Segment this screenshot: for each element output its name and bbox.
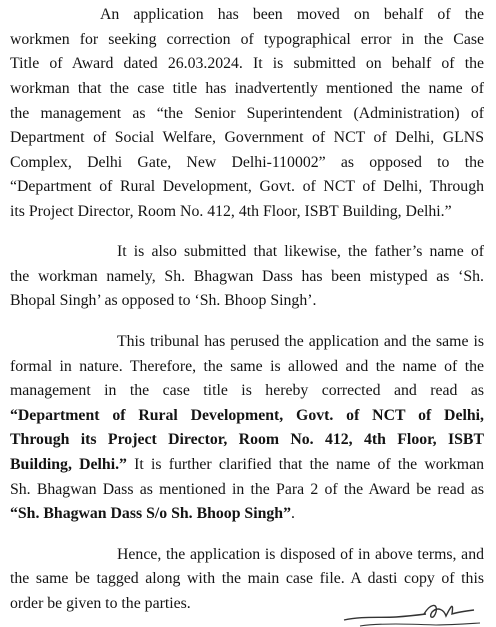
bold-text-segment: Building, Delhi.”	[10, 456, 127, 473]
text-line	[10, 28, 484, 52]
text-line	[10, 404, 484, 428]
text-segment: workmen for seeking correction of typographical error in the Case	[10, 31, 484, 48]
text-line	[10, 453, 484, 477]
text-segment: Department of Social Welfare, Government of NCT of Delhi, GLNS	[10, 129, 484, 146]
text-line	[10, 151, 484, 175]
text-segment: management in the case title is hereby corrected and read as	[10, 382, 484, 399]
text-segment: An application has been moved on behalf of the	[100, 6, 484, 23]
text-line	[10, 52, 484, 76]
text-line	[117, 240, 484, 264]
text-line	[10, 379, 484, 403]
text-segment: Title of Award dated 26.03.2024. It is submitted on behalf of the	[10, 55, 484, 72]
text-line	[10, 126, 484, 150]
text-line	[100, 3, 484, 27]
text-segment: “Department of Rural Development, Govt. of NCT of Delhi, Through	[10, 178, 484, 195]
text-line	[10, 428, 484, 452]
text-line	[10, 77, 484, 101]
text-line	[10, 200, 484, 224]
text-segment: Sh. Bhagwan Dass as mentioned in the Para 2 of the Award be read as	[10, 481, 484, 498]
signature	[340, 598, 490, 627]
text-segment: its Project Director, Room No. 412, 4th Floor, ISBT Building, Delhi.”	[10, 203, 452, 220]
text-segment: .	[290, 505, 295, 522]
text-segment: It is also submitted that likewise, the father’s name of	[117, 243, 484, 260]
text-segment: It is further clarified that the name of the workman	[126, 456, 485, 473]
text-line	[10, 175, 484, 199]
text-line	[10, 289, 484, 313]
text-line	[117, 543, 484, 567]
bold-text-segment: Through its Project Director, Room No. 412, 4th Floor, ISBT	[10, 431, 484, 448]
text-segment: the same be tagged along with the main case file. A dasti copy of this	[10, 570, 484, 587]
order-page	[10, 0, 484, 627]
text-segment: order be given to the parties.	[10, 595, 191, 612]
text-line	[10, 478, 484, 502]
text-line	[10, 355, 484, 379]
text-line	[10, 567, 484, 591]
text-segment: This tribunal has perused the application and the same is	[117, 333, 484, 350]
text-segment: Hence, the application is disposed of in above terms, and	[117, 546, 484, 563]
text-line	[10, 102, 484, 126]
bold-text-segment: “Sh. Bhagwan Dass S/o Sh. Bhoop Singh”	[10, 505, 291, 522]
text-segment: workman that the case title has inadvertently mentioned the name of	[10, 80, 484, 97]
text-segment: the workman namely, Sh. Bhagwan Dass has been mistyped as ‘Sh.	[10, 268, 484, 285]
bold-text-segment: “Department of Rural Development, Govt. of NCT of Delhi,	[10, 407, 484, 424]
text-line	[10, 265, 484, 289]
text-segment: Bhopal Singh’ as opposed to ‘Sh. Bhoop Singh’.	[10, 292, 317, 309]
text-segment: Complex, Delhi Gate, New Delhi-110002” as opposed to the	[10, 154, 484, 171]
text-segment: the management as “the Senior Superintendent (Administration) of	[10, 105, 484, 122]
text-segment: formal in nature. Therefore, the same is allowed and the name of the	[10, 358, 484, 375]
text-line	[117, 330, 484, 354]
text-line	[10, 502, 484, 526]
